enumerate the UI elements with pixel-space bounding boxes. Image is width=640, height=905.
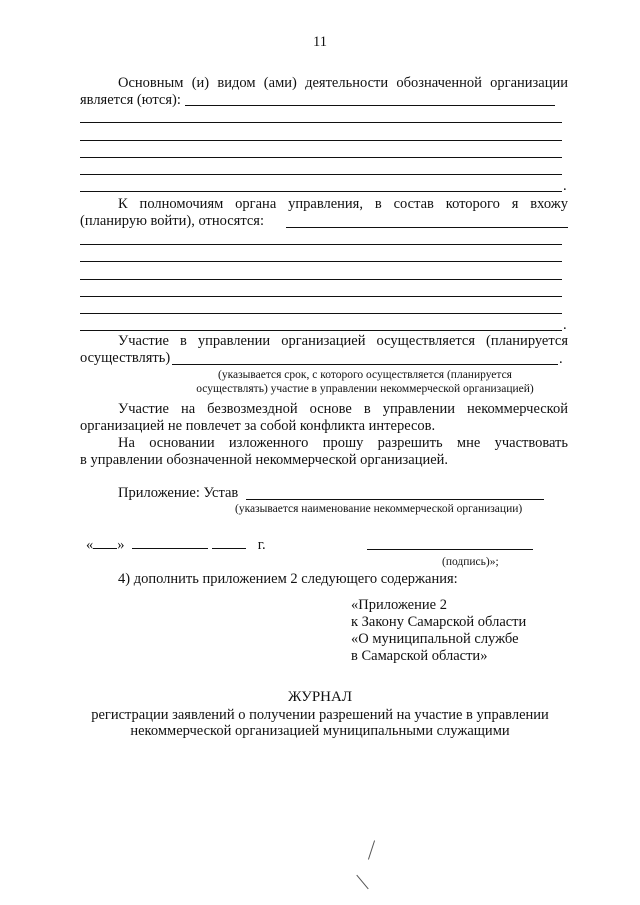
journal-subtitle-1: регистрации заявлений о получении разрешений на участие в управлении	[91, 707, 549, 723]
free-basis-line-1: Участие на безвозмездной основе в управлении некоммерческой	[118, 401, 568, 417]
year-suffix: г.	[257, 537, 266, 553]
period-mark: .	[563, 178, 567, 194]
journal-subtitle-2: некоммерческой организацией муниципальными служащими	[130, 723, 510, 739]
request-line-1: На основании изложенного прошу разрешить мне участвовать	[118, 435, 568, 451]
page-number: 11	[313, 34, 327, 50]
powers-line-1: К полномочиям органа управления, в состав которого я вхожу	[118, 196, 568, 212]
activity-blank-line	[185, 105, 555, 106]
period-mark: .	[559, 351, 563, 367]
powers-blank-line	[80, 244, 562, 245]
activity-blank-line	[80, 157, 562, 158]
quote-open: «	[86, 537, 94, 553]
powers-blank-line	[286, 227, 568, 228]
activity-blank-line	[80, 122, 562, 123]
attachment-label: Приложение: Устав	[118, 485, 239, 501]
powers-blank-line	[80, 296, 562, 297]
pen-mark	[356, 875, 368, 889]
request-line-2: в управлении обозначенной некоммерческой организацией.	[80, 452, 449, 468]
quote-close: »	[117, 537, 125, 553]
activity-line-1: Основным (и) видом (ами) деятельности обозначенной организации	[118, 75, 568, 91]
amendment-text: 4) дополнить приложением 2 следующего содержания:	[118, 571, 458, 587]
powers-blank-line	[80, 330, 562, 331]
month-blank	[132, 535, 208, 549]
day-blank	[93, 535, 117, 549]
journal-title: ЖУРНАЛ	[287, 689, 353, 705]
activity-blank-line	[80, 174, 562, 175]
attachment-note: (указывается наименование некоммерческой организации)	[235, 503, 523, 515]
free-basis-line-2: организацией не повлечет за собой конфликта интересов.	[80, 418, 436, 434]
participation-line-1: Участие в управлении организацией осуществляется (планируется	[118, 333, 568, 349]
signature-note: (подпись)»;	[442, 556, 499, 568]
appendix-header-line: «О муниципальной службе	[351, 631, 519, 647]
participation-note-2: осуществлять) участие в управлении некоммерческой организацией)	[196, 383, 534, 395]
activity-line-2: является (ются):	[80, 92, 181, 108]
signature-blank-line	[367, 549, 533, 550]
year-blank	[212, 535, 246, 549]
powers-blank-line	[80, 261, 562, 262]
appendix-header-line: к Закону Самарской области	[351, 614, 527, 630]
appendix-header-line: в Самарской области»	[351, 648, 488, 664]
activity-blank-line	[80, 140, 562, 141]
attachment-blank-line	[246, 499, 544, 500]
powers-line-2: (планирую войти), относятся:	[80, 213, 264, 229]
activity-blank-line	[80, 191, 562, 192]
powers-blank-line	[80, 279, 562, 280]
period-mark: .	[563, 317, 567, 333]
participation-line-2: осуществлять)	[80, 350, 171, 366]
pen-mark	[368, 840, 375, 859]
appendix-header-line: «Приложение 2	[351, 597, 447, 613]
participation-note-1: (указывается срок, с которого осуществляется (планируется	[218, 369, 512, 381]
date-field	[86, 535, 266, 554]
participation-blank-line	[172, 364, 558, 365]
powers-blank-line	[80, 313, 562, 314]
